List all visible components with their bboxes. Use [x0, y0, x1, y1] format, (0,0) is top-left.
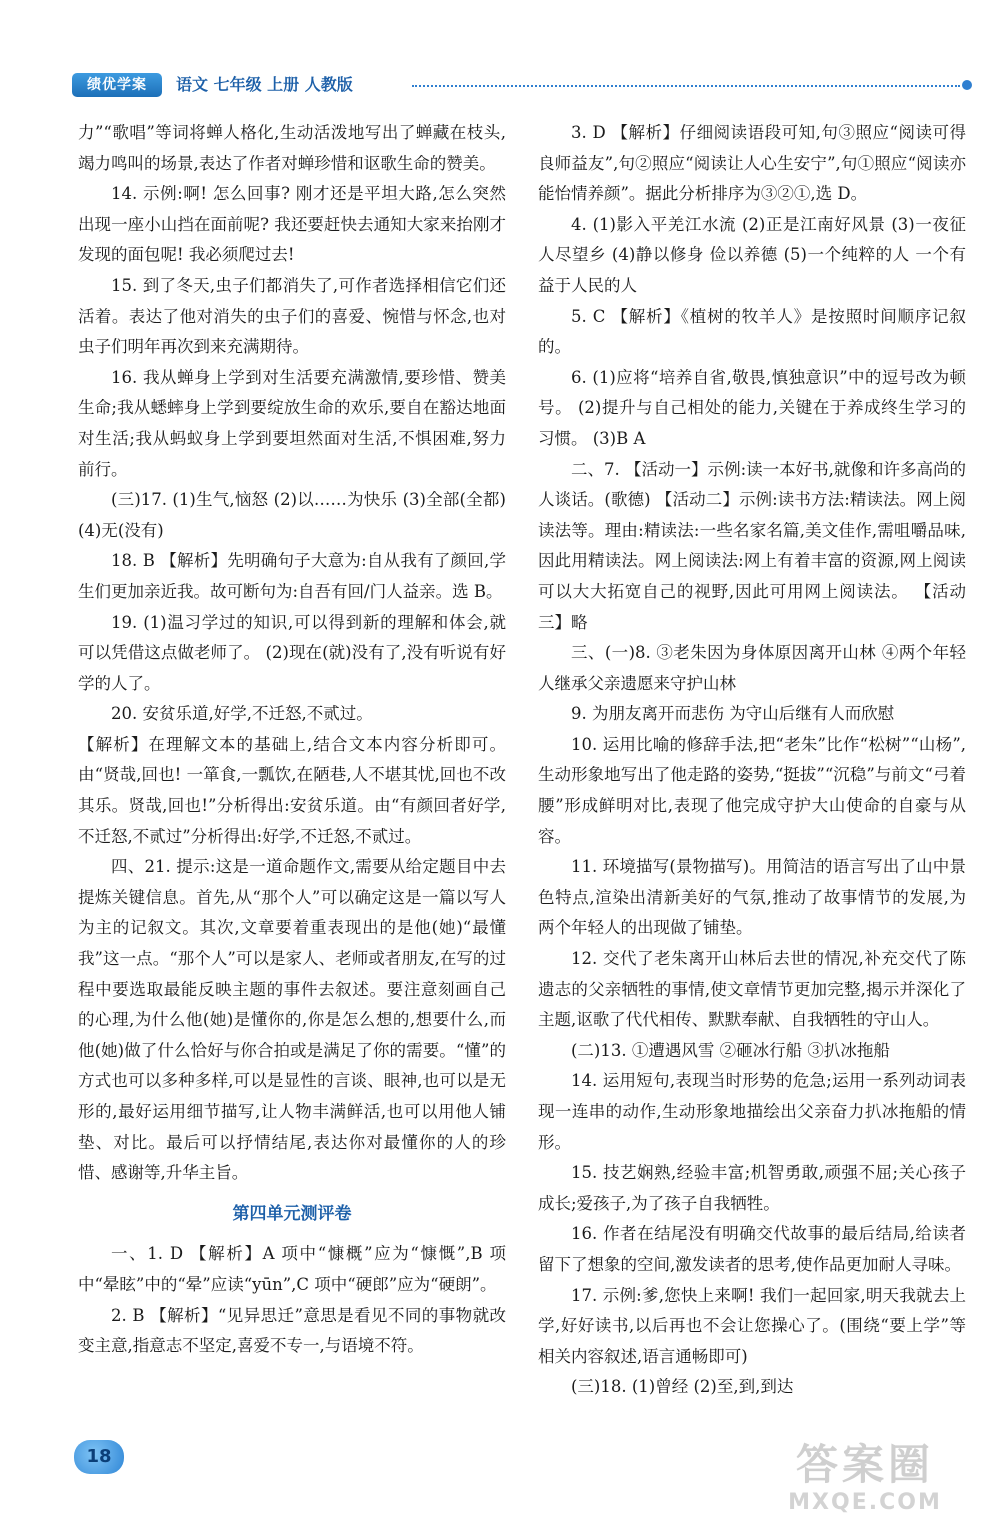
book-logo: 绩优学案: [72, 73, 162, 97]
answer-paragraph: 一、1. D 【解析】A 项中“慷概”应为“慷慨”,B 项中“晕眩”中的“晕”应读“yūn”,C 项中“硬郎”应为“硬朗”。: [78, 1244, 506, 1294]
answer-paragraph: (三)18. (1)曾经 (2)至,到,到达: [571, 1377, 794, 1397]
answer-paragraph: 四、21. 提示:这是一道命题作文,需要从给定题目中去提炼关键信息。首先,从“那个人”可以确定这是一篇以写人为主的记叙文。其次,文章要着重表现出的是他(她)“最懂我”这一点。“那个人”可以是家人、老师或者朋友,在写的过程中要选取最能反映主题的事件去叙述。要注意刻画自己的心理,为什么他(她)是懂你的,你是怎么想的,想要什么,而他(她)做了什么恰好与你合拍或是满足了你的需要。“懂”的方式也可以多种多样,可以是显性的言谈、眼神,也可以是无形的,最好运用细节描写,让人物丰满鲜活,也可以用他人铺垫、对比。最后可以抒情结尾,表达你对最懂你的人的珍惜、感谢等,升华主旨。: [78, 857, 506, 1183]
answer-paragraph: 15. 技艺娴熟,经验丰富;机智勇敢,顽强不屈;关心孩子成长;爱孩子,为了孩子自我牺牲。: [538, 1163, 966, 1213]
page-number: 18: [74, 1440, 124, 1474]
answer-paragraph: 5. C 【解析】《植树的牧羊人》是按照时间顺序记叙的。: [538, 306, 966, 357]
page-header: [72, 70, 972, 100]
right-column: [538, 118, 966, 1403]
section-heading: 第四单元测评卷: [232, 1203, 352, 1224]
answer-paragraph: 三、(一)8. ③老朱因为身体原因离开山林 ④两个年轻人继承父亲遗愿来守护山林: [538, 643, 966, 693]
answer-paragraph: 17. 示例:爹,您快上来啊! 我们一起回家,明天我就去上学,好好读书,以后再也不会让您操心了。(围绕“要上学”等相关内容叙述,语言通畅即可): [538, 1285, 966, 1366]
answer-paragraph: 9. 为朋友离开而悲伤 为守山后继有人而欣慰: [571, 704, 895, 724]
answer-paragraph: 16. 作者在结尾没有明确交代故事的最后结局,给读者留下了想象的空间,激发读者的思考,使作品更加耐人寻味。: [538, 1224, 966, 1274]
answer-paragraph: 【解析】在理解文本的基础上,结合文本内容分析即可。由“贤哉,回也! 一箪食,一瓢饮,在陋巷,人不堪其忧,回也不改其乐。贤哉,回也!”分析得出:安贫乐道。由“有颜回者好学,不迁怒,不贰过”分析得出:好学,不迁怒,不贰过。: [78, 734, 506, 846]
watermark-logo-text: 答案圈: [795, 1440, 934, 1489]
watermark: [760, 1440, 970, 1520]
answer-paragraph: 14. 示例:啊! 怎么回事? 刚才还是平坦大路,怎么突然出现一座小山挡在面前呢? 我还要赶快去通知大家来抬刚才发现的面包呢! 我必须爬过去!: [78, 184, 506, 265]
header-dot-icon: [962, 80, 972, 90]
watermark-url: MXQE.COM: [788, 1490, 942, 1515]
answer-paragraph: 12. 交代了老朱离开山林后去世的情况,补充交代了陈遗志的父亲牺牲的事情,使文章情节更加完整,揭示并深化了主题,讴歌了代代相传、默默奉献、自我牺牲的守山人。: [538, 949, 966, 1030]
answer-paragraph: 2. B 【解析】“见异思迁”意思是看见不同的事物就改变主意,指意志不坚定,喜爱不专一,与语境不符。: [78, 1305, 506, 1356]
answer-paragraph: 15. 到了冬天,虫子们都消失了,可作者选择相信它们还活着。表达了他对消失的虫子们的喜爱、惋惜与怀念,也对虫子们明年再次到来充满期待。: [78, 275, 506, 357]
answer-paragraph: 3. D 【解析】仔细阅读语段可知,句③照应“阅读可得良师益友”,句②照应“阅读让人心生安宁”,句①照应“阅读亦能怡情养颜”。据此分析排序为③②①,选 D。: [538, 123, 966, 204]
answer-paragraph: (二)13. ①遭遇风雪 ②砸冰行船 ③扒冰拖船: [571, 1040, 890, 1060]
answer-paragraph: 二、7. 【活动一】示例:读一本好书,就像和许多高尚的人谈话。(歌德) 【活动二】示例:读书方法:精读法。网上阅读法等。理由:精读法:一些名家名篇,美文佳作,需咀嚼品味,因此用精读法。网上阅读法:网上有着丰富的资源,网上阅读可以大大拓宽自己的视野,因此可用网上阅读法。 【活动三】略: [538, 459, 966, 632]
answer-paragraph: 19. (1)温习学过的知识,可以得到新的理解和体会,就可以凭借这点做老师了。 (2)现在(就)没有了,没有听说有好学的人了。: [78, 612, 506, 693]
answer-paragraph: 力”“歌唱”等词将蝉人格化,生动活泼地写出了蝉藏在枝头,竭力鸣叫的场景,表达了作者对蝉珍惜和讴歌生命的赞美。: [78, 123, 506, 173]
answer-paragraph: 18. B 【解析】先明确句子大意为:自从我有了颜回,学生们更加亲近我。故可断句为:自吾有回/门人益亲。选 B。: [78, 551, 506, 601]
header-divider: [412, 85, 960, 87]
answer-paragraph: (三)17. (1)生气,恼怒 (2)以……为快乐 (3)全部(全都) (4)无(没有): [78, 490, 506, 540]
answer-paragraph: 14. 运用短句,表现当时形势的危急;运用一系列动词表现一连串的动作,生动形象地描绘出父亲奋力扒冰拖船的情形。: [538, 1071, 966, 1152]
answer-paragraph: 4. (1)影入平羌江水流 (2)正是江南好风景 (3)一夜征人尽望乡 (4)静以修身 俭以养德 (5)一个纯粹的人 一个有益于人民的人: [538, 214, 966, 295]
answer-paragraph: 10. 运用比喻的修辞手法,把“老朱”比作“松树”“山杨”,生动形象地写出了他走路的姿势,“挺拔”“沉稳”与前文“弓着腰”形成鲜明对比,表现了他完成守护大山使命的自豪与从容。: [538, 734, 966, 846]
left-column: [78, 118, 506, 1362]
answer-paragraph: 6. (1)应将“培养自省,敬畏,慎独意识”中的逗号改为顿号。 (2)提升与自己相处的能力,关键在于养成终生学习的习惯。 (3)B A: [538, 367, 966, 448]
answer-paragraph: 16. 我从蝉身上学到对生活要充满激情,要珍惜、赞美生命;我从蟋蟀身上学到要绽放生命的欢乐,要自在豁达地面对生活;我从蚂蚁身上学到要坦然面对生活,不惧困难,努力前行。: [78, 367, 506, 479]
answer-paragraph: 11. 环境描写(景物描写)。用简洁的语言写出了山中景色特点,渲染出清新美好的气氛,推动了故事情节的发展,为两个年轻人的出现做了铺垫。: [538, 857, 966, 938]
answer-paragraph: 20. 安贫乐道,好学,不迁怒,不贰过。: [111, 704, 373, 724]
header-title: 语文 七年级 上册 人教版: [176, 75, 353, 94]
